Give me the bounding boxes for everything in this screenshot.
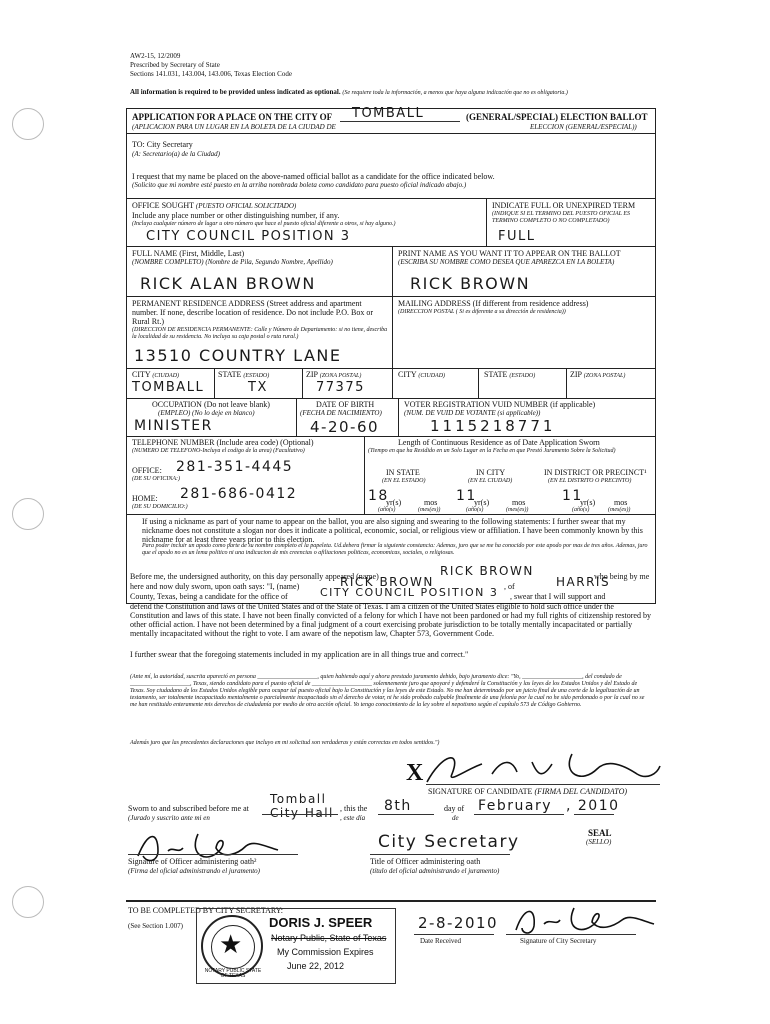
- officer-sig-line: [128, 854, 298, 855]
- phone-label: TELEPHONE NUMBER (Include area code) (Optional): [132, 438, 314, 447]
- vuid-value: 1115218771: [430, 417, 556, 435]
- state-label: STATE (ESTADO): [218, 370, 270, 379]
- notary-stamp: [196, 908, 396, 984]
- residence-divider-v: [392, 296, 393, 368]
- title-en: APPLICATION FOR A PLACE ON THE CITY OF: [132, 112, 333, 122]
- oath-office-value: CITY COUNCIL POSITION 3: [320, 586, 499, 599]
- candidate-sig-label: SIGNATURE OF CANDIDATE (FIRMA DEL CANDIDATO): [428, 787, 628, 796]
- notary-seal-star-icon: ★: [219, 930, 243, 959]
- ballot-name-value: RICK BROWN: [410, 274, 531, 293]
- title-es: (APLICACION PARA UN LUGAR EN LA BOLETA DE LA CIUDAD DE: [132, 123, 336, 131]
- oath-further-es: Además juro que las precedentes declaraciones que incluyo en mi solicitud son verdaderas y están correctas en todos sentidos."): [130, 740, 440, 746]
- oath-before: Before me, the undersigned authority, on this day personally appeared (name): [130, 572, 379, 581]
- term-label-es: (INDIQUE SI EL TERMINO DEL PUESTO OFICIAL ES TERMINO COMPLETO O NO COMPLETADO): [492, 211, 631, 224]
- mailing-zip-label: ZIP (ZONA POSTAL): [570, 370, 626, 379]
- oath-swear: , swear that I will support and: [510, 592, 606, 601]
- officer-title-label: Title of Officer administering oath: [370, 857, 481, 866]
- state-yr-label: yr(s): [386, 498, 402, 507]
- city-row-divider: [126, 398, 656, 399]
- residence-length-label: Length of Continuous Residence as of Date Application Sworn: [398, 438, 600, 447]
- city-sep-4: [478, 368, 479, 398]
- dob-value: 4-20-60: [310, 418, 380, 436]
- sworn-year-value: , 2010: [566, 798, 620, 814]
- home-phone-label: HOME:: [132, 494, 158, 503]
- sworn-label-es: (Jurado y suscrito ante mi en: [128, 814, 210, 822]
- title-divider: [126, 133, 656, 134]
- oath-of: , of: [504, 582, 515, 591]
- phone-label-es: (NUMERO DE TELEFONO-Incluya el codigo de la area) (Facultativo): [132, 448, 305, 454]
- seal-label-es: (SELLO): [586, 838, 612, 846]
- notary-expires: My Commission Expires: [277, 947, 374, 957]
- residence-label: PERMANENT RESIDENCE ADDRESS (Street address and apartment number. If none, describe location of residence. Do not include P.O. Box or Rural Rt.): [132, 299, 374, 326]
- prescribed-by: Prescribed by Secretary of State: [130, 61, 220, 69]
- ballot-name-label-es: (ESCRIBA SU NOMBRE COMO DESEA QUE APAREZCA EN LA BOLETA): [398, 258, 615, 266]
- office-value: CITY COUNCIL POSITION 3: [146, 229, 351, 244]
- dob-label-es: (FECHA DE NACIMIENTO): [300, 409, 382, 417]
- zip-label: ZIP (ZONA POSTAL): [306, 370, 362, 379]
- state-mos-es: (mes(es)): [418, 507, 441, 513]
- city-secretary-signature: [508, 902, 658, 938]
- candidate-x: X: [406, 760, 424, 786]
- district-yr-label: yr(s): [580, 498, 596, 507]
- nickname-statement: If using a nickname as part of your name to appear on the ballot, you are also signing and swearing to the following statements: I further swear that my nickname does not constitute a slogan nor does it indicate a political, economic, social, or religious view or affiliation. I have been commonly known by this nickname for at least three years prior to this election.: [142, 517, 643, 544]
- oath-name-value: RICK BROWN: [440, 564, 534, 578]
- city-sep-3: [392, 368, 393, 398]
- sworn-month-line: [474, 814, 564, 815]
- city-mos-label: mos: [512, 498, 526, 507]
- date-received-line: [414, 934, 494, 935]
- phone-divider-v: [364, 436, 365, 514]
- election-code-sections: Sections 141.031, 143.004, 143.006, Texas Election Code: [130, 70, 292, 78]
- office-phone-label: OFFICE:: [132, 466, 162, 475]
- title-city: TOMBALL: [352, 106, 425, 121]
- term-value: FULL: [498, 229, 536, 244]
- city-sep-5: [566, 368, 567, 398]
- notary-seal-text: NOTARY PUBLIC STATE OF TEXAS: [204, 968, 262, 979]
- city-value: TOMBALL: [132, 380, 205, 395]
- mailing-label-es: (DIRECCION POSTAL ( Si es diferente a su dirección de residencia)): [398, 309, 566, 315]
- state-years-value: 18: [368, 488, 389, 504]
- in-state-label-es: (EN EL ESTADO): [382, 478, 426, 484]
- notary-name: DORIS J. SPEER: [269, 915, 373, 930]
- state-value: TX: [248, 380, 268, 395]
- city-yr-label: yr(s): [474, 498, 490, 507]
- oath-county-line: County, Texas, being a candidate for the office of: [130, 592, 288, 601]
- vuid-label-es: (NUM. DE VUID DE VOTANTE (si applicable)): [404, 409, 541, 417]
- title-en-suffix: (GENERAL/SPECIAL) ELECTION BALLOT: [466, 112, 648, 122]
- officer-sig-label-es: (Firma del oficial administrando el juramento): [128, 867, 261, 875]
- office-instructions: Include any place number or other distinguishing number, if any.: [132, 211, 340, 220]
- required-notice: All information is required to be provided unless indicated as optional. (Se requiere toda la información, a menos que haya alguna indicación que no es obligatoria.): [130, 88, 568, 96]
- sworn-this-es: , este día: [340, 814, 366, 822]
- sworn-day-line: [378, 814, 434, 815]
- state-yr-es: (año(s): [378, 507, 396, 513]
- city-secretary-sig-label: Signature of City Secretary: [520, 937, 597, 945]
- office-divider-v: [486, 198, 487, 246]
- city-sep-1: [214, 368, 215, 398]
- name-divider-v: [392, 246, 393, 296]
- phone-row-divider: [126, 514, 656, 515]
- city-secretary-sig-line: [506, 934, 636, 935]
- candidate-sig-line: [426, 784, 660, 785]
- name-row-divider: [126, 296, 656, 297]
- term-label: INDICATE FULL OR UNEXPIRED TERM: [492, 201, 636, 210]
- district-mos-label: mos: [614, 498, 628, 507]
- sworn-this-the: , this the: [340, 804, 368, 813]
- sworn-label: Sworn to and subscribed before me at: [128, 804, 249, 813]
- candidate-signature: [422, 744, 662, 789]
- full-name-value: RICK ALAN BROWN: [140, 274, 316, 293]
- office-row-divider: [126, 246, 656, 247]
- occupation-value: MINISTER: [134, 418, 213, 434]
- form-id: AW2-15, 12/2009: [130, 52, 181, 60]
- oath-name-value-2: RICK BROWN: [340, 575, 434, 589]
- office-phone-label-es: (DE SU OFICINA:): [132, 476, 180, 482]
- occupation-sep-2: [398, 398, 399, 436]
- title-city-underline: [340, 121, 460, 122]
- occupation-label: OCCUPATION (Do not leave blank): [152, 400, 270, 409]
- request-text-es: (Solicito que mi nombre esté puesto en la arriba nombrada boleta como candidato para puesto oficial indicado abajo.): [132, 181, 467, 189]
- ballot-name-label: PRINT NAME AS YOU WANT IT TO APPEAR ON THE BALLOT: [398, 249, 621, 258]
- residence-value: 13510 COUNTRY LANE: [134, 346, 342, 365]
- officer-title-line: [370, 854, 510, 855]
- sworn-year-line: [574, 814, 614, 815]
- mailing-city-label: CITY (CIUDAD): [398, 370, 446, 379]
- office-phone-value: 281-351-4445: [176, 459, 294, 475]
- vuid-label: VOTER REGISTRATION VUID NUMBER (if applicable): [404, 400, 596, 409]
- dob-label: DATE OF BIRTH: [316, 400, 375, 409]
- oath-body: defend the Constitution and laws of the United States and of the State of Texas. I am a citizen of the United States eligible to hold such office under the Constitution and laws of this state. I have not been finally convicted of a felony for which I have not been pardoned or had my full rights of citizenship restored by other official action. I have not been determined by a final judgment of a court exercising probate jurisdiction to be totally mentally incapacitated or partially mentally incapacitated without the right to vote. I am aware of the nepotism law, Chapter 573, Government Code.: [130, 602, 651, 638]
- residence-length-label-es: (Tiempo en que ha Residido en un Solo Lugar en la Fecha en que Prestó Juramento Sobre la Solicitud): [368, 448, 616, 454]
- city-mos-es: (mes(es)): [506, 507, 529, 513]
- request-text: I request that my name be placed on the above-named official ballot as a candidate for the office indicated below.: [132, 172, 495, 181]
- to-label: TO: City Secretary: [132, 140, 193, 149]
- in-city-label: IN CITY: [476, 468, 506, 477]
- punch-hole-middle: [12, 498, 44, 530]
- district-yr-es: (año(s): [572, 507, 590, 513]
- officer-title-value: City Secretary: [378, 832, 520, 852]
- sworn-day-es: de: [452, 814, 459, 822]
- in-city-label-es: (EN EL CIUDAD): [468, 478, 513, 484]
- home-phone-value: 281-686-0412: [180, 486, 298, 502]
- oath-sworn: here and now duly sworn, upon oath says: "I, (name): [130, 582, 300, 591]
- district-mos-es: (mes(es)): [608, 507, 631, 513]
- notary-title: Notary Public, State of Texas: [271, 933, 387, 943]
- mailing-label: MAILING ADDRESS (If different from residence address): [398, 299, 589, 308]
- full-name-label: FULL NAME (First, Middle, Last): [132, 249, 245, 258]
- in-district-label: IN DISTRICT OR PRECINCT¹: [544, 468, 647, 477]
- notary-expiry-date: June 22, 2012: [287, 961, 345, 971]
- section-ref: (See Section 1.007): [128, 922, 184, 930]
- city-label: CITY (CIUDAD): [132, 370, 180, 379]
- city-yr-es: (año(s): [466, 507, 484, 513]
- officer-sig-label: Signature of Officer administering oath²: [128, 857, 257, 866]
- state-mos-label: mos: [424, 498, 438, 507]
- occupation-sep-1: [296, 398, 297, 436]
- zip-value: 77375: [316, 380, 365, 395]
- in-district-label-es: (EN EL DISTRITO O PRECINTO): [548, 478, 632, 484]
- oath-body-es: (Ante mí, la autoridad, suscrita apareció en persona ____________________, quien habiendo aquí y ahora prestado juramento debido, bajo juramento dice: "Yo, ____________________, del condado de ____________________, Texas, siendo candidato para el puesto oficial de ____________________ solemnemente juro que apoyaré y defenderé la Constitución y las leyes de los Estados Unidos y del Estado de Texas. Soy ciudadano de los Estados Unidos elegible para ocupar tal puesto oficial bajo la Constitución y las leyes de este Estado. No me han determinado por un juicio final de una corte de la legalización de un testamento, ser totalmente incapacitado mentalmente o parcialmente incapacitado sin el derecho de votar, ni he sido probado culpable finalmente de una felonía por la cual no he sido perdonado o por la cual no se me han restituido enteramente mis derechos de ciudadanía por medio de otra acción oficial. Yo tengo conocimiento de la ley sobre el nepotismo según el capítulo 573 de Código Gobierno.: [130, 674, 645, 708]
- city-years-value: 11: [456, 488, 477, 504]
- occupation-label-es: (EMPLEO) (No lo deje en blanco): [158, 409, 255, 417]
- oath-county-value: HARRIS: [556, 575, 611, 589]
- sworn-place-line: [262, 814, 338, 815]
- full-name-label-es: (NOMBRE COMPLETO) (Nombre de Pila, Segundo Nombre, Apellido): [132, 258, 333, 266]
- request-divider: [126, 198, 656, 199]
- sworn-place-value: Tomball City Hall: [270, 792, 334, 820]
- nickname-statement-es: Para poder incluir un apodo como parte de su nombre completo el la papeleta. Ud.debera firmar la siguiente constancia: Ademas, juro que se me ha conocido por este apodo por mas de tres años. Ademas, juro que el apodo no es un lema politico ni una indicacion de mis creencias o afiliaciones politicas, economicas, sociales, o religiosas.: [142, 543, 648, 556]
- mailing-state-label: STATE (ESTADO): [484, 370, 536, 379]
- city-sep-2: [302, 368, 303, 398]
- to-label-es: (A: Secretario(a) de la Ciudad): [132, 150, 220, 158]
- district-years-value: 11: [562, 488, 583, 504]
- oath-further: I further swear that the foregoing statements included in my application are in all things true and correct.": [130, 650, 469, 659]
- seal-label: SEAL: [588, 828, 612, 838]
- completed-by-label: TO BE COMPLETED BY CITY SECRETARY:: [128, 906, 284, 915]
- date-received-label: Date Received: [420, 937, 462, 945]
- office-label: OFFICE SOUGHT (PUESTO OFICIAL SOLICITADO): [132, 201, 297, 210]
- sworn-month-value: February: [478, 798, 553, 814]
- officer-title-label-es: (título del oficial administrando el juramento): [370, 867, 500, 875]
- title-es-suffix: ELECCION (GENERAL/ESPECIAL)): [530, 123, 637, 131]
- residence-label-es: (DIRECCION DE RESIDENCIA PERMANENTE: Calle y Número de Departamento: si no tiene, describa la localidad de su residencia. No incluya su caja postal o ruta rural.): [132, 327, 388, 340]
- sworn-day-of: day of: [444, 804, 465, 813]
- punch-hole-top: [12, 108, 44, 140]
- home-phone-label-es: (DE SU DOMICILIO:): [132, 504, 188, 510]
- residence-row-divider: [126, 368, 656, 369]
- oath-being: who being by me: [594, 572, 650, 581]
- in-state-label: IN STATE: [386, 468, 420, 477]
- occupation-row-divider: [126, 436, 656, 437]
- date-received-value: 2-8-2010: [418, 914, 499, 932]
- office-instructions-es: (Incluya cualquier número de lugar u otro número que hace el puesto oficial diferente a otros, si hay alguno.): [132, 221, 396, 227]
- punch-hole-bottom: [12, 886, 44, 918]
- sworn-day-value: 8th: [384, 798, 412, 814]
